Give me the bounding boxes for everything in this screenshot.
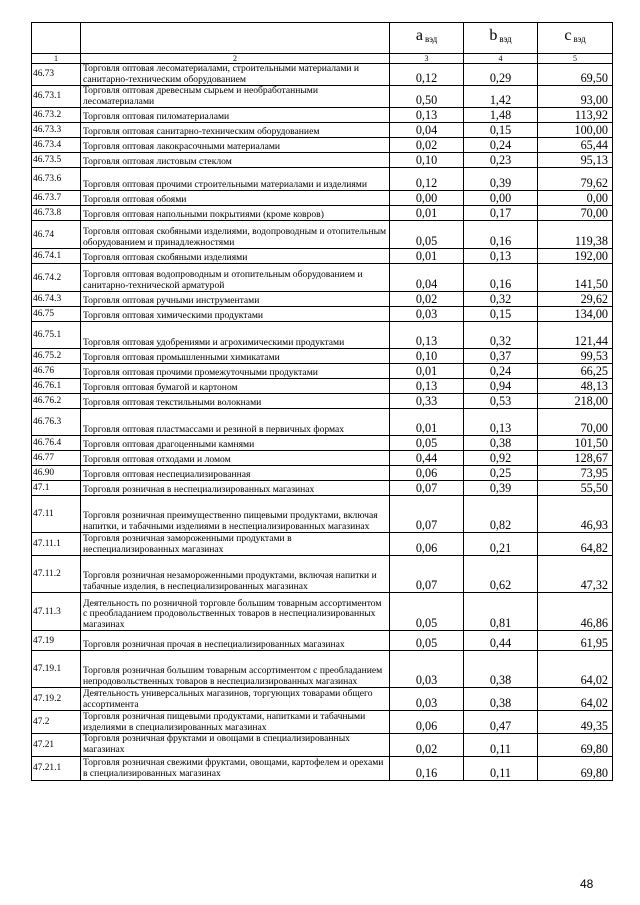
table-row	[32, 593, 613, 631]
okved-code-cell: 46.77	[32, 451, 81, 466]
activity-name-cell: Торговля оптовая отходами и ломом	[81, 451, 390, 466]
table-row	[32, 364, 613, 379]
okved-code-cell: 46.76	[32, 364, 81, 379]
b-value-cell: 0,25	[464, 466, 538, 481]
okved-code-cell: 47.11	[32, 496, 81, 533]
table-row	[32, 349, 613, 364]
activity-name-cell: Торговля оптовая обоями	[81, 191, 390, 206]
c-value-cell: 48,13	[538, 379, 613, 394]
table-row	[32, 322, 613, 349]
a-value-cell: 0,01	[390, 409, 464, 436]
activity-name-cell: Торговля оптовая напольными покрытиями (кроме ковров)	[81, 206, 390, 221]
a-value-cell: 0,06	[390, 466, 464, 481]
header-code-cell	[32, 23, 81, 54]
b-value-cell: 0,47	[464, 711, 538, 734]
a-value-cell: 0,07	[390, 481, 464, 496]
table-row	[32, 711, 613, 734]
table-row	[32, 86, 613, 108]
activity-name-cell: Торговля розничная замороженными продуктами в неспециализированных магазинах	[81, 533, 390, 556]
a-value-cell: 0,12	[390, 64, 464, 86]
table-row	[32, 123, 613, 138]
table-row	[32, 533, 613, 556]
c-value-cell: 192,00	[538, 249, 613, 264]
column-number: 4	[464, 54, 538, 64]
column-number: 5	[538, 54, 613, 64]
okved-code-cell: 46.73.3	[32, 123, 81, 138]
b-value-cell: 0,39	[464, 168, 538, 191]
table-row	[32, 481, 613, 496]
okved-code-cell: 47.2	[32, 711, 81, 734]
a-value-cell: 0,10	[390, 349, 464, 364]
activity-name-cell: Торговля оптовая пиломатериалами	[81, 108, 390, 123]
activity-name-cell: Торговля оптовая прочими промежуточными продуктами	[81, 364, 390, 379]
a-value-cell: 0,44	[390, 451, 464, 466]
a-value-cell: 0,13	[390, 322, 464, 349]
table-row	[32, 168, 613, 191]
table-row	[32, 734, 613, 756]
a-value-cell: 0,02	[390, 138, 464, 153]
b-value-cell: 0,81	[464, 593, 538, 631]
okved-code-cell: 47.11.2	[32, 556, 81, 593]
table-row	[32, 436, 613, 451]
c-value-cell: 69,80	[538, 756, 613, 780]
table-row	[32, 264, 613, 292]
b-value-cell: 0,94	[464, 379, 538, 394]
c-value-cell: 61,95	[538, 631, 613, 651]
activity-name-cell: Торговля оптовая санитарно-техническим оборудованием	[81, 123, 390, 138]
b-value-cell: 0,24	[464, 364, 538, 379]
c-value-cell: 73,95	[538, 466, 613, 481]
c-value-cell: 64,82	[538, 533, 613, 556]
activity-name-cell: Торговля оптовая бумагой и картоном	[81, 379, 390, 394]
b-value-cell: 0,24	[464, 138, 538, 153]
activity-name-cell: Торговля розничная фруктами и овощами в специализированных магазинах	[81, 734, 390, 756]
activity-name-cell: Торговля оптовая листовым стеклом	[81, 153, 390, 168]
c-value-cell: 218,00	[538, 394, 613, 409]
c-value-cell: 47,32	[538, 556, 613, 593]
activity-name-cell: Деятельность по розничной торговле большим товарным ассортиментом с преобладанием продовольственных товаров в неспециализированных магазинах	[81, 593, 390, 631]
okved-code-cell: 47.11.1	[32, 533, 81, 556]
b-value-cell: 1,42	[464, 86, 538, 108]
a-value-cell: 0,33	[390, 394, 464, 409]
b-value-cell: 0,44	[464, 631, 538, 651]
okved-code-cell: 47.19.2	[32, 688, 81, 711]
okved-code-cell: 46.76.2	[32, 394, 81, 409]
activity-name-cell: Торговля оптовая драгоценными камнями	[81, 436, 390, 451]
okved-code-cell: 47.19.1	[32, 651, 81, 688]
activity-name-cell: Торговля розничная преимущественно пищевыми продуктами, включая напитки, и табачными изделиями в неспециализированных магазинах	[81, 496, 390, 533]
activity-name-cell: Торговля оптовая прочими строительными материалами и изделиями	[81, 168, 390, 191]
header-row	[32, 23, 613, 54]
okved-code-cell: 46.76.3	[32, 409, 81, 436]
table-row	[32, 138, 613, 153]
b-value-cell: 0,82	[464, 496, 538, 533]
activity-name-cell: Торговля оптовая пластмассами и резиной в первичных формах	[81, 409, 390, 436]
activity-name-cell: Торговля розничная свежими фруктами, овощами, картофелем и орехами в специализированных магазинах	[81, 756, 390, 780]
okved-code-cell: 46.73.6	[32, 168, 81, 191]
activity-name-cell: Торговля розничная прочая в неспециализированных магазинах	[81, 631, 390, 651]
b-value-cell: 0,17	[464, 206, 538, 221]
activity-name-cell: Торговля оптовая текстильными волокнами	[81, 394, 390, 409]
c-value-cell: 121,44	[538, 322, 613, 349]
c-value-cell: 79,62	[538, 168, 613, 191]
okved-code-cell: 46.75	[32, 307, 81, 322]
c-value-cell: 95,13	[538, 153, 613, 168]
a-value-cell: 0,50	[390, 86, 464, 108]
a-value-cell: 0,04	[390, 123, 464, 138]
a-value-cell: 0,01	[390, 206, 464, 221]
a-value-cell: 0,03	[390, 688, 464, 711]
header-name-cell	[81, 23, 390, 54]
header-c-sub: вэд	[573, 34, 586, 45]
okved-code-cell: 46.74.1	[32, 249, 81, 264]
b-value-cell: 0,16	[464, 264, 538, 292]
header-b-sub: вэд	[499, 34, 512, 45]
b-value-cell: 0,00	[464, 191, 538, 206]
a-value-cell: 0,07	[390, 556, 464, 593]
a-value-cell: 0,05	[390, 631, 464, 651]
okved-code-cell: 46.90	[32, 466, 81, 481]
b-value-cell: 0,38	[464, 651, 538, 688]
a-value-cell: 0,05	[390, 593, 464, 631]
b-value-cell: 0,13	[464, 249, 538, 264]
header-b-cell	[464, 23, 538, 54]
column-number: 3	[390, 54, 464, 64]
table-row	[32, 64, 613, 86]
a-value-cell: 0,10	[390, 153, 464, 168]
c-value-cell: 69,50	[538, 64, 613, 86]
c-value-cell: 70,00	[538, 206, 613, 221]
c-value-cell: 65,44	[538, 138, 613, 153]
b-value-cell: 0,53	[464, 394, 538, 409]
a-value-cell: 0,07	[390, 496, 464, 533]
b-value-cell: 0,11	[464, 756, 538, 780]
activity-name-cell: Торговля оптовая неспециализированная	[81, 466, 390, 481]
okved-code-cell: 46.73.4	[32, 138, 81, 153]
a-value-cell: 0,02	[390, 734, 464, 756]
activity-name-cell: Торговля оптовая лесоматериалами, строительными материалами и санитарно-техническим оборудованием	[81, 64, 390, 86]
c-value-cell: 141,50	[538, 264, 613, 292]
c-value-cell: 101,50	[538, 436, 613, 451]
c-value-cell: 29,62	[538, 292, 613, 307]
b-value-cell: 0,32	[464, 292, 538, 307]
table-row	[32, 688, 613, 711]
coefficients-table	[31, 22, 613, 781]
c-value-cell: 46,86	[538, 593, 613, 631]
okved-code-cell: 46.74.2	[32, 264, 81, 292]
activity-name-cell: Торговля оптовая древесным сырьем и необработанными лесоматериалами	[81, 86, 390, 108]
b-value-cell: 0,15	[464, 307, 538, 322]
okved-code-cell: 46.73.1	[32, 86, 81, 108]
activity-name-cell: Торговля оптовая водопроводным и отопительным оборудованием и санитарно-технической арматурой	[81, 264, 390, 292]
page-number: 48	[580, 877, 594, 891]
a-value-cell: 0,06	[390, 711, 464, 734]
table-row	[32, 292, 613, 307]
a-value-cell: 0,01	[390, 249, 464, 264]
a-value-cell: 0,05	[390, 436, 464, 451]
table-row	[32, 307, 613, 322]
header-c-label: c	[564, 27, 572, 45]
a-value-cell: 0,04	[390, 264, 464, 292]
header-a-label: a	[415, 27, 423, 45]
b-value-cell: 0,37	[464, 349, 538, 364]
a-value-cell: 0,01	[390, 364, 464, 379]
okved-code-cell: 46.76.1	[32, 379, 81, 394]
table-row	[32, 631, 613, 651]
okved-code-cell: 46.74	[32, 221, 81, 249]
c-value-cell: 66,25	[538, 364, 613, 379]
table-row	[32, 394, 613, 409]
okved-code-cell: 46.75.1	[32, 322, 81, 349]
okved-code-cell: 46.75.2	[32, 349, 81, 364]
activity-name-cell: Торговля оптовая промышленными химикатами	[81, 349, 390, 364]
a-value-cell: 0,00	[390, 191, 464, 206]
a-value-cell: 0,16	[390, 756, 464, 780]
okved-code-cell: 46.73.8	[32, 206, 81, 221]
column-number-row	[32, 54, 613, 64]
table-row	[32, 409, 613, 436]
b-value-cell: 0,38	[464, 688, 538, 711]
a-value-cell: 0,13	[390, 108, 464, 123]
activity-name-cell: Торговля розничная пищевыми продуктами, напитками и табачными изделиями в специализированных магазинах	[81, 711, 390, 734]
okved-code-cell: 47.19	[32, 631, 81, 651]
header-a-cell	[390, 23, 464, 54]
b-value-cell: 1,48	[464, 108, 538, 123]
activity-name-cell: Торговля розничная в неспециализированных магазинах	[81, 481, 390, 496]
table-row	[32, 249, 613, 264]
c-value-cell: 69,80	[538, 734, 613, 756]
header-a-sub: вэд	[424, 34, 438, 45]
table-row	[32, 651, 613, 688]
activity-name-cell: Торговля оптовая лакокрасочными материалами	[81, 138, 390, 153]
c-value-cell: 55,50	[538, 481, 613, 496]
okved-code-cell: 46.73	[32, 64, 81, 86]
okved-code-cell: 46.73.7	[32, 191, 81, 206]
okved-code-cell: 47.21	[32, 734, 81, 756]
table-row	[32, 206, 613, 221]
c-value-cell: 64,02	[538, 688, 613, 711]
c-value-cell: 100,00	[538, 123, 613, 138]
table-row	[32, 756, 613, 780]
header-c-cell	[538, 23, 613, 54]
activity-name-cell: Торговля оптовая скобяными изделиями, водопроводным и отопительным оборудованием и принадлежностями	[81, 221, 390, 249]
table-row	[32, 221, 613, 249]
c-value-cell: 128,67	[538, 451, 613, 466]
c-value-cell: 113,92	[538, 108, 613, 123]
table-row	[32, 556, 613, 593]
header-b-label: b	[489, 27, 498, 45]
table-row	[32, 153, 613, 168]
b-value-cell: 0,39	[464, 481, 538, 496]
a-value-cell: 0,06	[390, 533, 464, 556]
okved-code-cell: 46.74.3	[32, 292, 81, 307]
table-row	[32, 191, 613, 206]
activity-name-cell: Торговля оптовая скобяными изделиями	[81, 249, 390, 264]
activity-name-cell: Торговля розничная незамороженными продуктами, включая напитки и табачные изделия, в неспециализированных магазинах	[81, 556, 390, 593]
b-value-cell: 0,32	[464, 322, 538, 349]
table-row	[32, 108, 613, 123]
activity-name-cell: Торговля оптовая ручными инструментами	[81, 292, 390, 307]
c-value-cell: 0,00	[538, 191, 613, 206]
b-value-cell: 0,62	[464, 556, 538, 593]
okved-code-cell: 46.73.5	[32, 153, 81, 168]
c-value-cell: 70,00	[538, 409, 613, 436]
okved-code-cell: 46.76.4	[32, 436, 81, 451]
a-value-cell: 0,12	[390, 168, 464, 191]
c-value-cell: 119,38	[538, 221, 613, 249]
c-value-cell: 64,02	[538, 651, 613, 688]
c-value-cell: 99,53	[538, 349, 613, 364]
okved-code-cell: 47.11.3	[32, 593, 81, 631]
column-number: 2	[81, 54, 390, 64]
okved-code-cell: 47.21.1	[32, 756, 81, 780]
table-row	[32, 379, 613, 394]
c-value-cell: 49,35	[538, 711, 613, 734]
table-row	[32, 496, 613, 533]
c-value-cell: 93,00	[538, 86, 613, 108]
b-value-cell: 0,16	[464, 221, 538, 249]
table-row	[32, 451, 613, 466]
c-value-cell: 46,93	[538, 496, 613, 533]
activity-name-cell: Торговля оптовая химическими продуктами	[81, 307, 390, 322]
b-value-cell: 0,38	[464, 436, 538, 451]
activity-name-cell: Торговля оптовая удобрениями и агрохимическими продуктами	[81, 322, 390, 349]
table-row	[32, 466, 613, 481]
c-value-cell: 134,00	[538, 307, 613, 322]
okved-code-cell: 46.73.2	[32, 108, 81, 123]
a-value-cell: 0,03	[390, 651, 464, 688]
a-value-cell: 0,03	[390, 307, 464, 322]
b-value-cell: 0,29	[464, 64, 538, 86]
a-value-cell: 0,02	[390, 292, 464, 307]
b-value-cell: 0,23	[464, 153, 538, 168]
a-value-cell: 0,13	[390, 379, 464, 394]
activity-name-cell: Деятельность универсальных магазинов, торгующих товарами общего ассортимента	[81, 688, 390, 711]
b-value-cell: 0,15	[464, 123, 538, 138]
b-value-cell: 0,13	[464, 409, 538, 436]
b-value-cell: 0,11	[464, 734, 538, 756]
b-value-cell: 0,92	[464, 451, 538, 466]
column-number: 1	[32, 54, 81, 64]
b-value-cell: 0,21	[464, 533, 538, 556]
activity-name-cell: Торговля розничная большим товарным ассортиментом с преобладанием непродовольственных товаров в неспециализированных магазинах	[81, 651, 390, 688]
okved-code-cell: 47.1	[32, 481, 81, 496]
a-value-cell: 0,05	[390, 221, 464, 249]
